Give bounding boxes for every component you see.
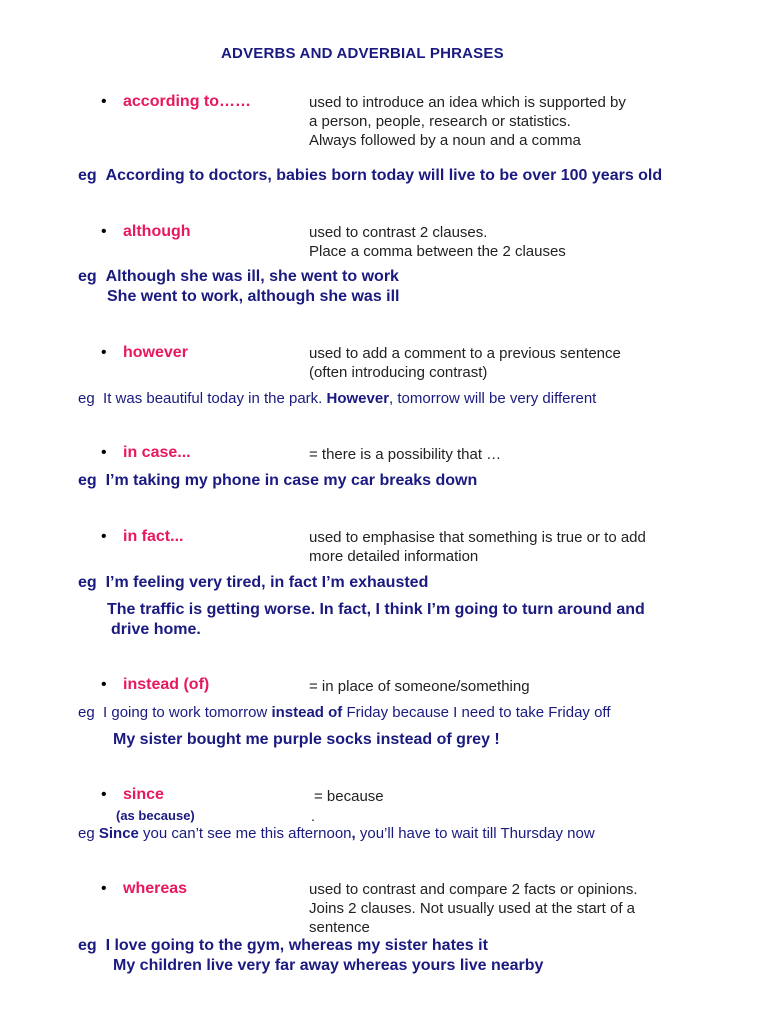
example-sentence: She went to work, although she was ill [107,288,400,305]
example-sentence: eg I going to work tomorrow instead of Friday because I need to take Friday off [78,704,611,721]
bullet-point: • [101,528,107,545]
bullet-point: • [101,444,107,461]
example-sentence: eg Since you can’t see me this afternoon, you’ll have to wait till Thursday now [78,825,595,842]
definition-although: used to contrast 2 clauses. Place a comma between the 2 clauses [309,224,566,260]
example-sentence: My sister bought me purple socks instead of grey ! [113,731,500,748]
bullet-point: • [101,880,107,897]
term-since: since [123,786,164,803]
definition-instead-of: = in place of someone/something [309,678,530,695]
term-note-as-because: (as because) [116,808,195,823]
example-sentence: eg I’m taking my phone in case my car breaks down [78,472,478,489]
bullet-point: • [101,93,107,110]
definition-whereas: used to contrast and compare 2 facts or opinions. Joins 2 clauses. Not usually used at the start of a sentence [309,881,638,936]
term-in-fact: in fact... [123,528,184,545]
term-according-to: according to…… [123,93,252,110]
example-sentence: The traffic is getting worse. In fact, I think I’m going to turn around and [107,601,645,618]
example-sentence: eg According to doctors, babies born today will live to be over 100 years old [78,167,663,184]
stray-period: . [311,808,315,824]
term-although: although [123,223,191,240]
definition-however: used to add a comment to a previous sentence (often introducing contrast) [309,345,621,381]
term-instead-of: instead (of) [123,676,210,693]
term-whereas: whereas [123,880,188,897]
definition-since: = because [314,788,384,805]
bullet-point: • [101,223,107,240]
example-sentence: My children live very far away whereas yours live nearby [113,957,544,974]
definition-in-fact: used to emphasise that something is true or to add more detailed information [309,529,646,565]
bullet-point: • [101,344,107,361]
bullet-point: • [101,676,107,693]
definition-according-to: used to introduce an idea which is supported by a person, people, research or statistics. Always followed by a noun and a comma [309,94,626,149]
term-however: however [123,344,188,361]
bullet-point: • [101,786,107,803]
example-sentence: eg It was beautiful today in the park. However, tomorrow will be very different [78,390,597,407]
example-sentence: drive home. [111,621,201,638]
page-title: ADVERBS AND ADVERBIAL PHRASES [221,45,504,62]
definition-in-case: = there is a possibility that … [309,446,502,463]
example-sentence: eg I love going to the gym, whereas my sister hates it [78,937,488,954]
term-in-case: in case... [123,444,191,461]
example-sentence: eg Although she was ill, she went to work [78,268,399,285]
example-sentence: eg I’m feeling very tired, in fact I’m exhausted [78,574,429,591]
